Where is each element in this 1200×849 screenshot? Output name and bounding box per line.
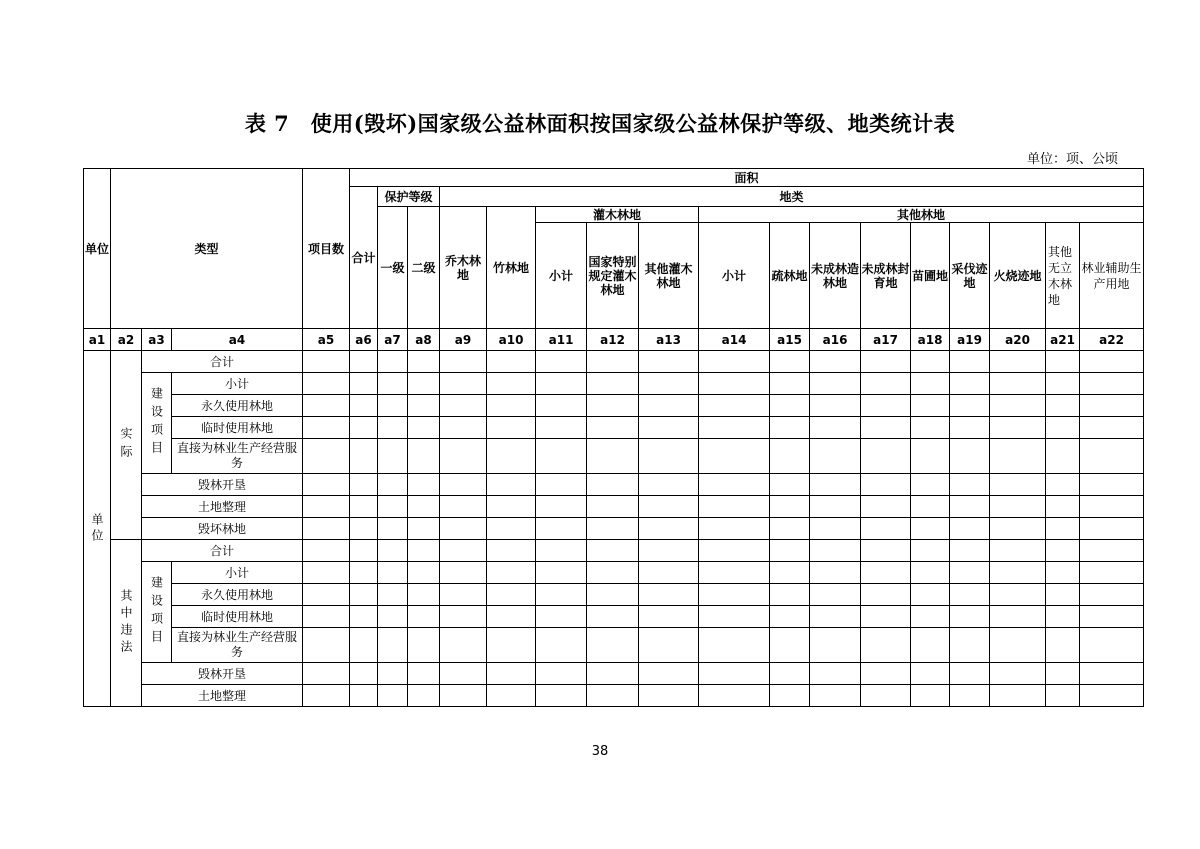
code-cell: a16 (810, 329, 861, 351)
header-unit: 单位 (84, 169, 111, 329)
header-sparse: 疏林地 (770, 223, 810, 329)
code-cell: a17 (861, 329, 911, 351)
header-protection-level: 保护等级 (378, 187, 440, 207)
header-other-treeless: 其他无立木林地 (1046, 223, 1080, 329)
header-logging-site: 采伐迹地 (950, 223, 990, 329)
table-row (84, 417, 1144, 439)
code-cell: a5 (303, 329, 350, 351)
header-level1: 一级 (378, 207, 408, 329)
header-type: 类型 (111, 169, 303, 329)
code-cell: a11 (536, 329, 587, 351)
code-cell: a7 (378, 329, 408, 351)
header-project-count: 项目数 (303, 169, 350, 329)
code-cell: a20 (990, 329, 1046, 351)
page-number: 38 (591, 744, 609, 759)
table-row (84, 439, 1144, 474)
code-cell: a6 (350, 329, 378, 351)
table-row (84, 496, 1144, 518)
row-label: 小计 (172, 562, 303, 584)
header-nursery: 苗圃地 (911, 223, 950, 329)
row-label: 毁林开垦 (142, 663, 303, 685)
table-row (84, 373, 1144, 395)
header-shrub-subtotal: 小计 (536, 223, 587, 329)
header-other-subtotal: 小计 (699, 223, 770, 329)
table-row (84, 518, 1144, 540)
code-cell: a3 (142, 329, 172, 351)
row-label: 土地整理 (142, 496, 303, 518)
row-label: 毁坏林地 (142, 518, 303, 540)
row-label: 直接为林业生产经营服务 (172, 439, 303, 474)
group-construction: 建设项目 (142, 373, 172, 474)
code-cell: a18 (911, 329, 950, 351)
header-arbor: 乔木林地 (440, 207, 487, 329)
table-row (84, 584, 1144, 606)
code-row (84, 329, 1144, 351)
header-burned-site: 火烧迹地 (990, 223, 1046, 329)
code-cell: a9 (440, 329, 487, 351)
header-shrub-special: 国家特别规定灌木林地 (587, 223, 639, 329)
table-row (84, 540, 1144, 562)
row-label: 永久使用林地 (172, 395, 303, 417)
code-cell: a4 (172, 329, 303, 351)
table-title: 表 7 使用(毁坏)国家级公益林面积按国家级公益林保护等级、地类统计表 (244, 111, 956, 136)
code-cell: a10 (487, 329, 536, 351)
header-area: 面积 (350, 169, 1144, 187)
row-label: 临时使用林地 (172, 606, 303, 628)
header-level2: 二级 (408, 207, 440, 329)
row-label: 毁林开垦 (142, 474, 303, 496)
header-bamboo: 竹林地 (487, 207, 536, 329)
statistics-table (83, 168, 1144, 707)
table-row (84, 351, 1144, 373)
row-label: 临时使用林地 (172, 417, 303, 439)
group-actual: 实际 (111, 351, 142, 540)
group-construction: 建设项目 (142, 562, 172, 663)
table-row (84, 685, 1144, 707)
table-row (84, 606, 1144, 628)
row-unit: 单位 (84, 351, 111, 707)
header-total: 合计 (350, 187, 378, 329)
code-cell: a2 (111, 329, 142, 351)
table-row (84, 628, 1144, 663)
code-cell: a14 (699, 329, 770, 351)
table-row (84, 663, 1144, 685)
header-land-class: 地类 (440, 187, 1144, 207)
header-shrub-other: 其他灌木林地 (639, 223, 699, 329)
code-cell: a12 (587, 329, 639, 351)
code-cell: a15 (770, 329, 810, 351)
code-cell: a1 (84, 329, 111, 351)
table-row (84, 562, 1144, 584)
row-label: 合计 (142, 351, 303, 373)
header-unformed-planted: 未成林造林地 (810, 223, 861, 329)
code-cell: a13 (639, 329, 699, 351)
header-other-forest: 其他林地 (699, 207, 1144, 223)
header-auxiliary: 林业辅助生产用地 (1080, 223, 1144, 329)
unit-note: 单位：项、公顷 (1026, 152, 1118, 167)
code-cell: a19 (950, 329, 990, 351)
row-label: 土地整理 (142, 685, 303, 707)
code-cell: a8 (408, 329, 440, 351)
header-unformed-enclosed: 未成林封育地 (861, 223, 911, 329)
table-row (84, 474, 1144, 496)
row-label: 直接为林业生产经营服务 (172, 628, 303, 663)
row-label: 永久使用林地 (172, 584, 303, 606)
code-cell: a21 (1046, 329, 1080, 351)
group-illegal: 其中违法 (111, 540, 142, 707)
code-cell: a22 (1080, 329, 1144, 351)
row-label: 合计 (142, 540, 303, 562)
row-label: 小计 (172, 373, 303, 395)
header-shrub: 灌木林地 (536, 207, 699, 223)
table-row (84, 395, 1144, 417)
